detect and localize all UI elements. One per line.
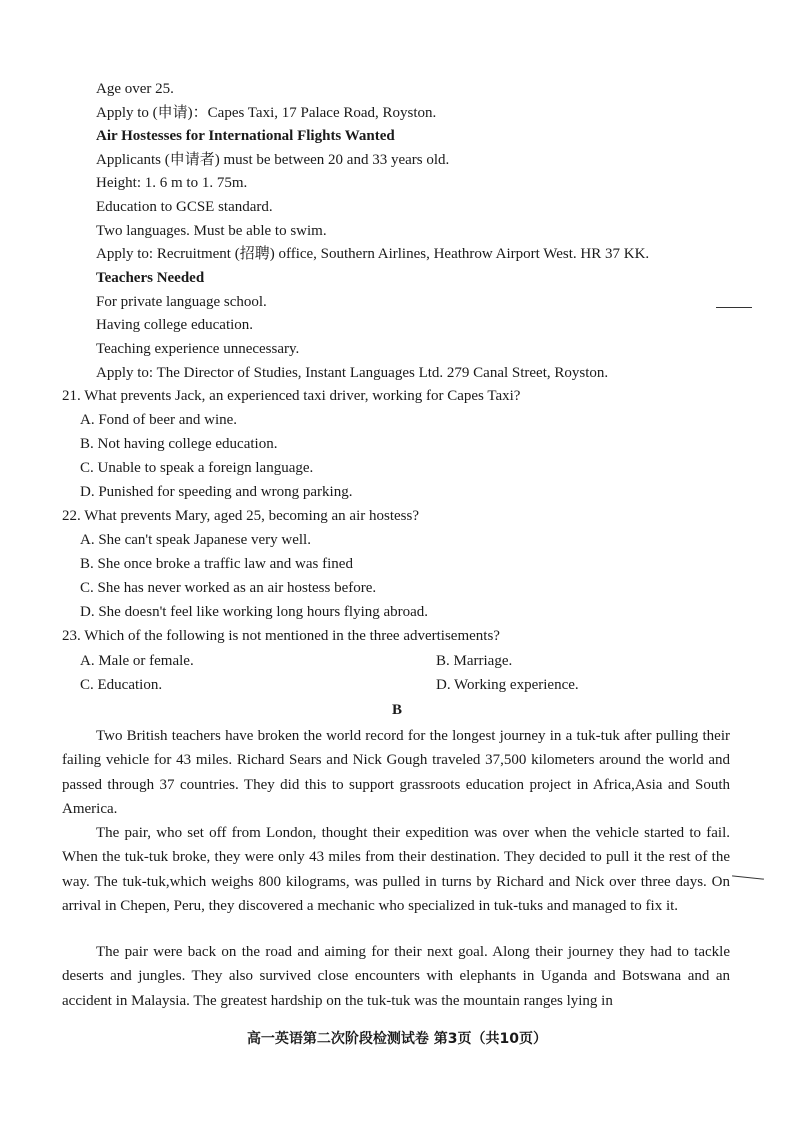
passage-paragraph-2-text: The pair, who set off from London, thought their expedition was over when the vehicle started to fail. When the tuk-tuk broke, they were only 43 miles from their destination. They decided to pull it the rest of the way. The tuk-tuk,which weighs 800 kilograms, was pulled in turns by Richard and Nick over three days. On arrival in Chepen, Peru, they discovered a mechanic who specialized in tuk-tuks and managed to fix it.	[62, 825, 730, 914]
teachers-apply: Apply to: The Director of Studies, Instant Languages Ltd. 279 Canal Street, Royston.	[96, 365, 609, 381]
question-23-stem: 23. Which of the following is not mentioned in the three advertisements?	[62, 628, 500, 644]
passage-paragraph-3-text: The pair were back on the road and aiming for their next goal. Along their journey they had to tackle deserts and jungles. They also survived close encounters with elephants in Uganda and Botswana and an accident in Malaysia. The greatest hardship on the tuk-tuk was the mountain ranges lying in	[62, 944, 730, 1009]
question-23-option-c: C. Education.	[80, 677, 163, 693]
section-b-heading: B	[391, 702, 402, 718]
pen-mark	[732, 875, 764, 879]
teachers-experience: Teaching experience unnecessary.	[96, 341, 300, 357]
taxi-age-requirement: Age over 25.	[96, 81, 174, 97]
question-21-option-b: B. Not having college education.	[80, 436, 278, 452]
passage-paragraph-3	[62, 940, 730, 1013]
pen-mark	[716, 307, 752, 308]
air-hostess-applicants: Applicants (申请者) must be between 20 and 33 years old.	[96, 152, 450, 168]
question-23-option-d: D. Working experience.	[436, 677, 579, 693]
question-21-option-c: C. Unable to speak a foreign language.	[80, 460, 314, 476]
question-22-option-a: A. She can't speak Japanese very well.	[80, 532, 311, 548]
teachers-school: For private language school.	[96, 294, 267, 310]
question-22-option-d: D. She doesn't feel like working long hours flying abroad.	[80, 604, 429, 620]
passage-paragraph-1-text: Two British teachers have broken the world record for the longest journey in a tuk-tuk after pulling their failing vehicle for 43 miles. Richard Sears and Nick Gough traveled 37,500 kilometers around the world and passed through 37 countries. They did this to support grassroots education project in Africa,Asia and South America.	[62, 728, 730, 817]
question-21-stem: 21. What prevents Jack, an experienced taxi driver, working for Capes Taxi?	[62, 388, 521, 404]
question-22-stem: 22. What prevents Mary, aged 25, becoming an air hostess?	[62, 508, 419, 524]
question-23-option-a: A. Male or female.	[80, 653, 194, 669]
air-hostess-languages: Two languages. Must be able to swim.	[96, 223, 327, 239]
question-21-option-a: A. Fond of beer and wine.	[80, 412, 238, 428]
air-hostess-height: Height: 1. 6 m to 1. 75m.	[96, 175, 248, 191]
teachers-college: Having college education.	[96, 317, 254, 333]
air-hostess-apply: Apply to: Recruitment (招聘) office, Southern Airlines, Heathrow Airport West. HR 37 KK.	[96, 246, 650, 262]
page-footer: 高一英语第二次阶段检测试卷 第3页（共10页）	[246, 1031, 548, 1047]
teachers-ad-title: Teachers Needed	[96, 270, 205, 286]
question-23-option-b: B. Marriage.	[436, 653, 513, 669]
passage-paragraph-1	[62, 724, 730, 821]
air-hostess-education: Education to GCSE standard.	[96, 199, 273, 215]
question-21-option-d: D. Punished for speeding and wrong parking.	[80, 484, 353, 500]
passage-paragraph-2	[62, 821, 730, 918]
question-22-option-c: C. She has never worked as an air hostess before.	[80, 580, 377, 596]
taxi-apply-address: Apply to (申请)：Capes Taxi, 17 Palace Road, Royston.	[96, 105, 437, 121]
air-hostess-ad-title: Air Hostesses for International Flights Wanted	[96, 128, 395, 144]
question-22-option-b: B. She once broke a traffic law and was fined	[80, 556, 353, 572]
